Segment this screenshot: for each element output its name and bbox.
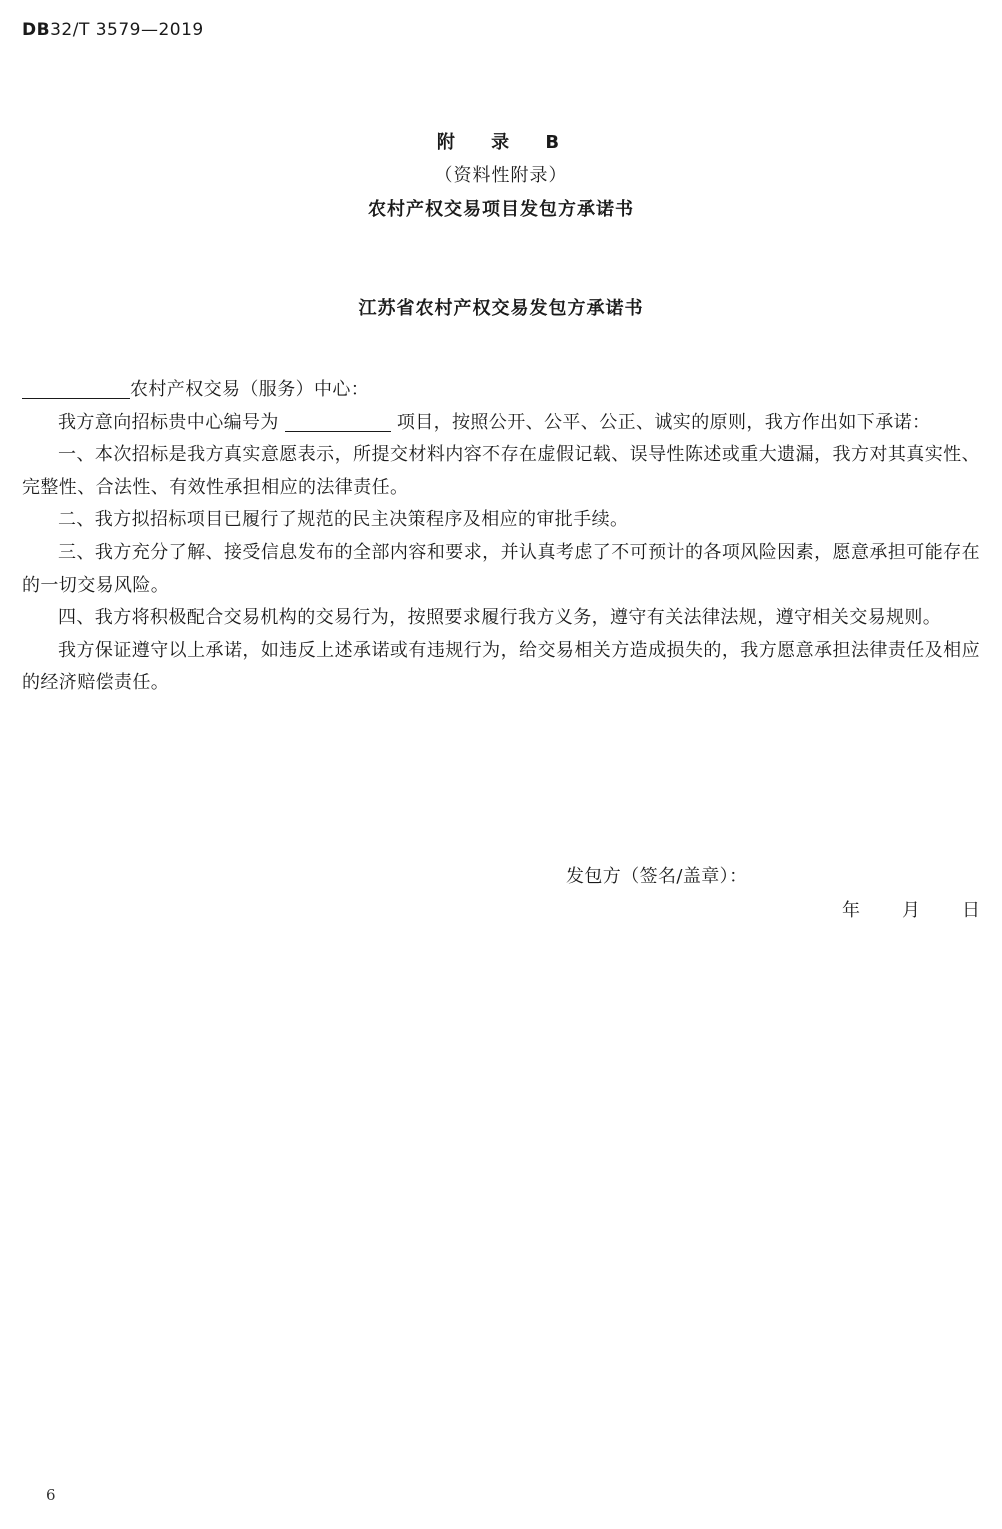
date-month: 月 (902, 900, 920, 921)
document-code (22, 20, 204, 40)
addressee-line (22, 374, 980, 407)
clause-2: 二、我方拟招标项目已履行了规范的民主决策程序及相应的审批手续。 (58, 509, 629, 531)
commitment-body (22, 374, 980, 700)
date-year: 年 (842, 900, 860, 921)
date-day: 日 (962, 900, 980, 921)
center-name-blank[interactable] (22, 376, 130, 399)
appendix-label: 附 录 B (436, 132, 566, 153)
appendix-type: （资料性附录） (434, 165, 568, 186)
form-title: 江苏省农村产权交易发包方承诺书 (358, 298, 644, 319)
intro-paragraph (22, 407, 980, 440)
guarantee-paragraph: 我方保证遵守以上承诺，如违反上述承诺或有违规行为，给交易相关方造成损失的，我方愿意承担法律责任及相应的经济赔偿责任。 (22, 639, 980, 694)
page-number: 6 (46, 1486, 56, 1504)
intro-after-blank: 项目，按照公开、公平、公正、诚实的原则，我方作出如下承诺： (396, 411, 931, 433)
clause-4: 四、我方将积极配合交易机构的交易行为，按照要求履行我方义务，遵守有关法律法规，遵守相关交易规则。 (58, 607, 942, 629)
date-line (842, 896, 980, 922)
signature-label: 发包方（签名/盖章）： (566, 866, 748, 887)
document-code-prefix: DB (22, 20, 51, 40)
intro-before-blank: 我方意向招标贵中心编号为 (58, 411, 279, 433)
clause-3: 三、我方充分了解、接受信息发布的全部内容和要求，并认真考虑了不可预计的各项风险因素，愿意承担可能存在的一切交易风险。 (22, 541, 980, 596)
project-number-blank[interactable] (285, 409, 391, 432)
document-code-number: 32/T 3579—2019 (50, 20, 204, 40)
appendix-title: 农村产权交易项目发包方承诺书 (368, 199, 634, 220)
clause-1: 一、本次招标是我方真实意愿表示，所提交材料内容不存在虚假记载、误导性陈述或重大遗漏，我方对其真实性、完整性、合法性、有效性承担相应的法律责任。 (22, 444, 980, 498)
addressee-text: 农村产权交易（服务）中心： (130, 379, 370, 400)
